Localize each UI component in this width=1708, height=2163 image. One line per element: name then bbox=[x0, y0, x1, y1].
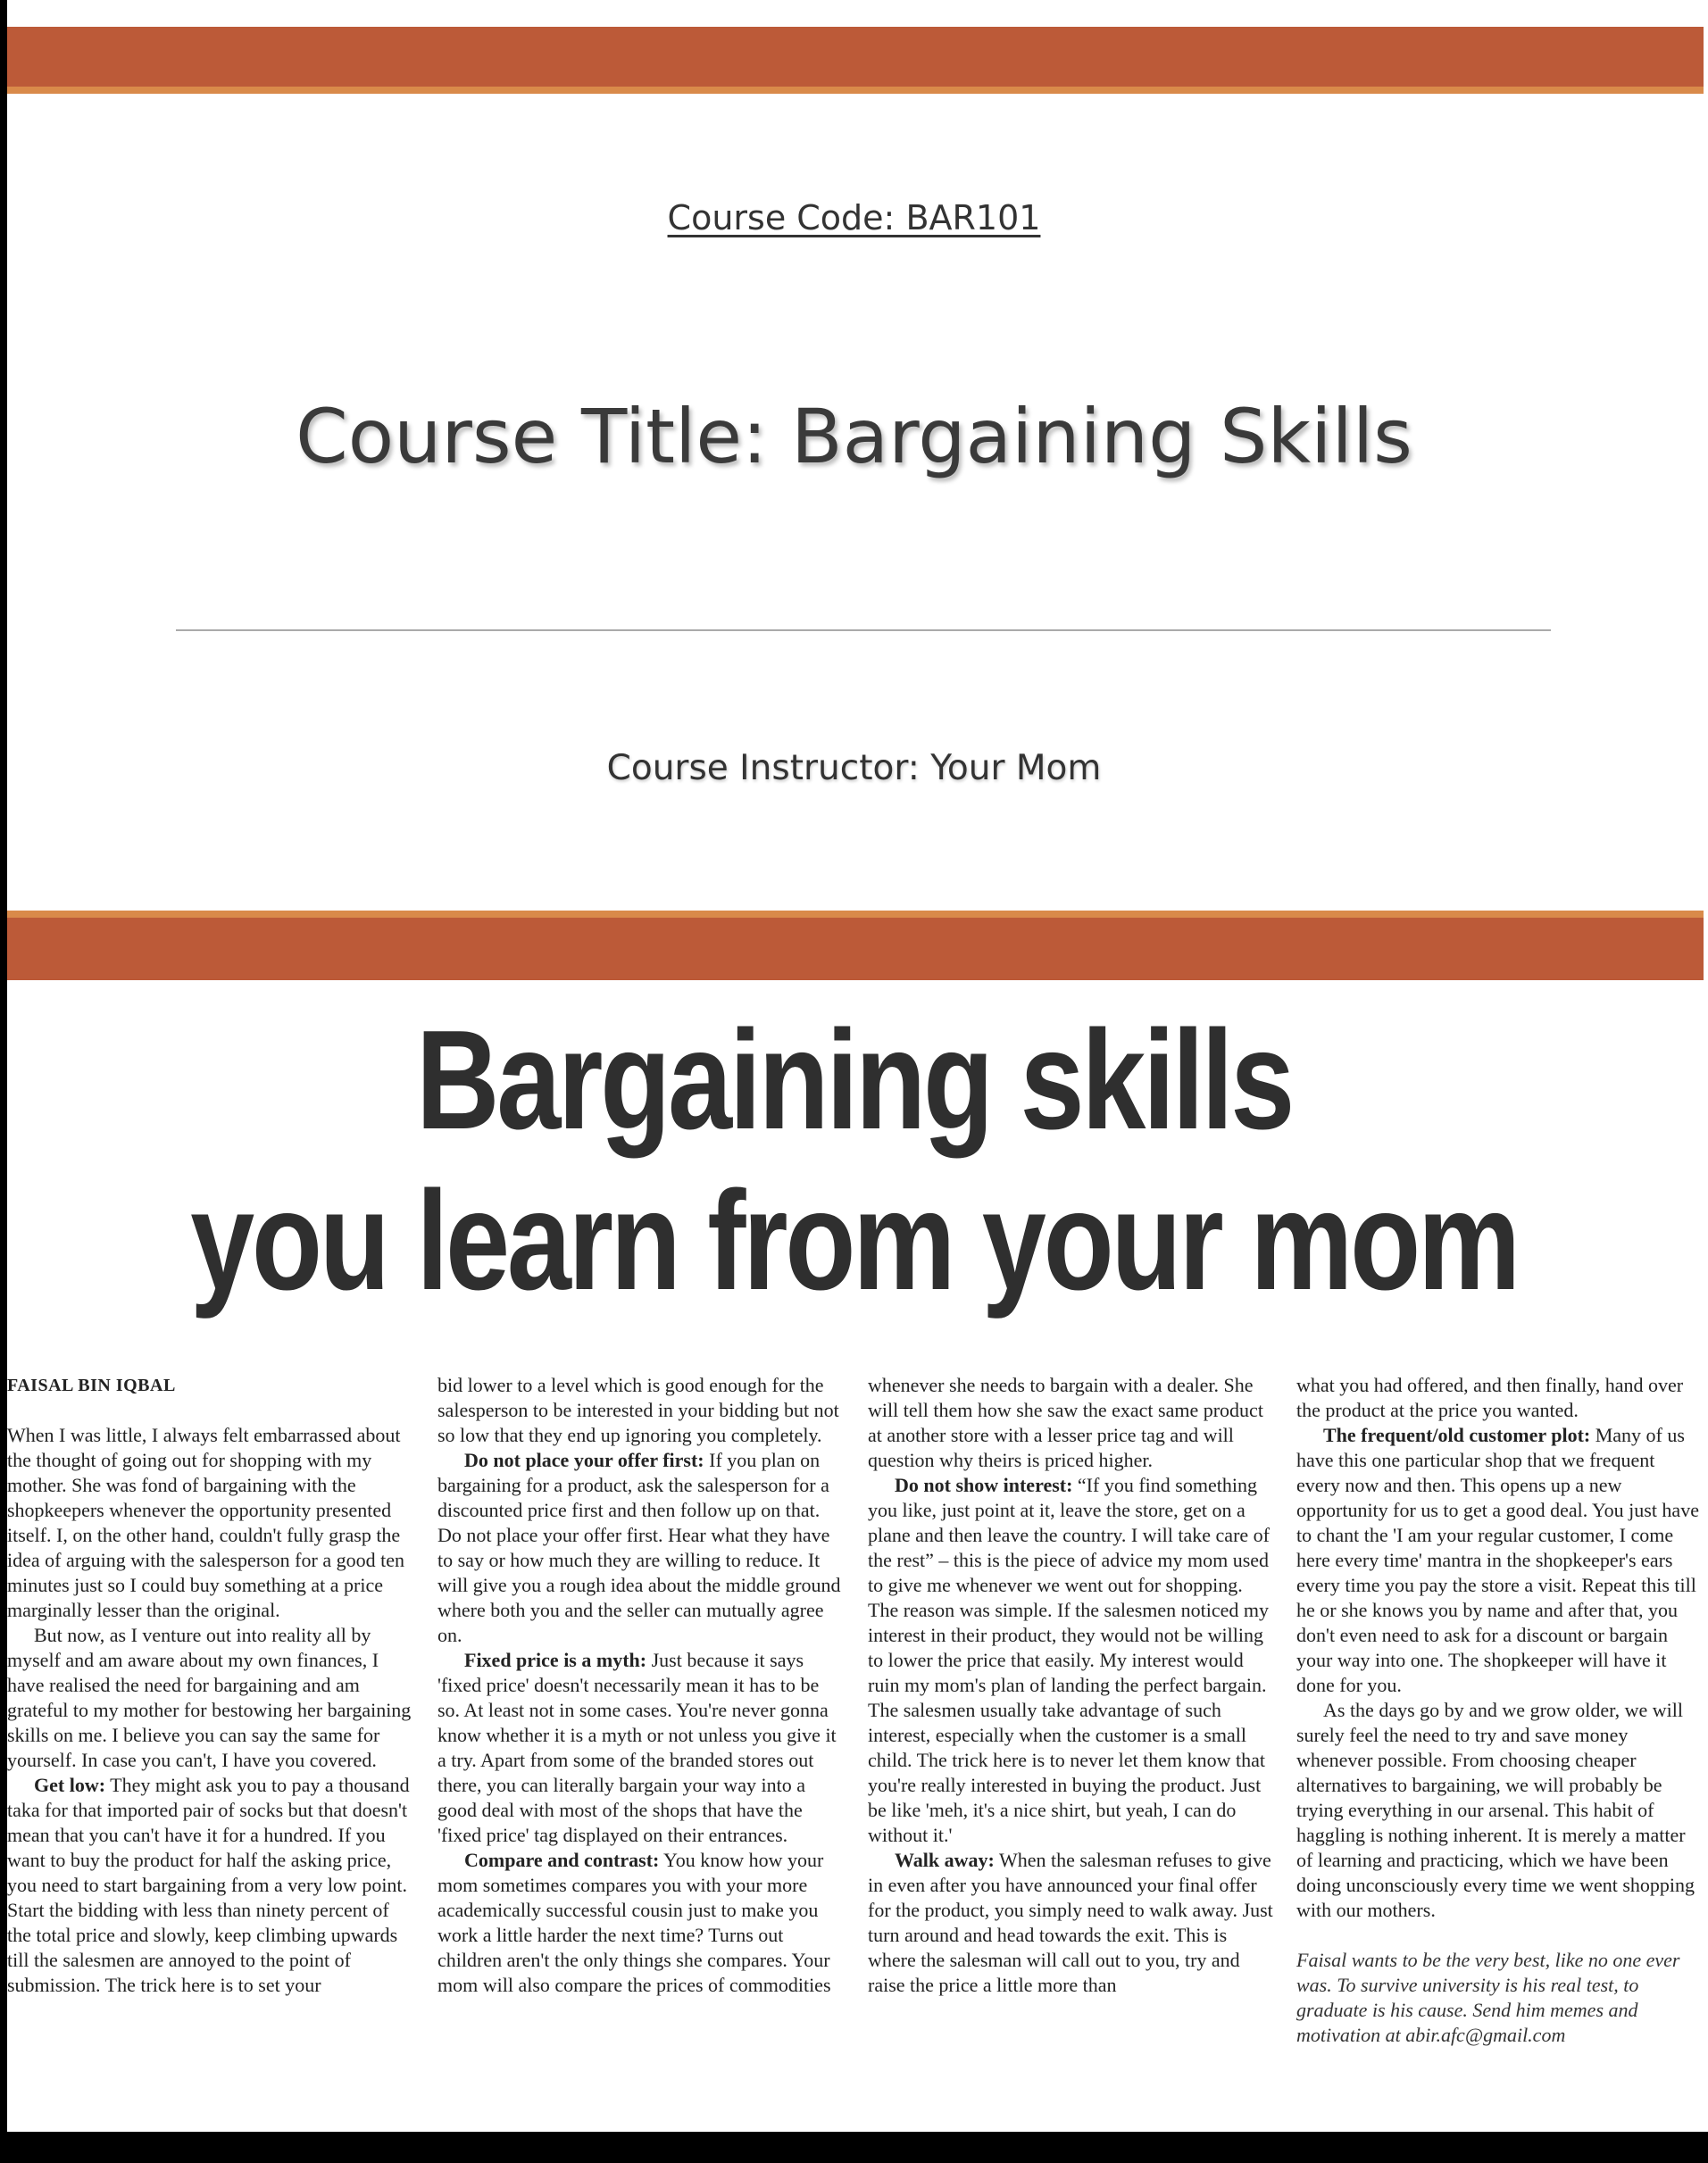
article-body bbox=[7, 1373, 1704, 2127]
paragraph: As the days go by and we grow older, we will surely feel the need to try and save money whenever possible. From choosing cheaper alternatives to bargaining, we will probably be trying everything in our arsenal. This habit of haggling is nothing inherent. It is merely a matter of learning and practicing, which we have been doing unconsciously every time we went shopping with our mothers. bbox=[1296, 1699, 1696, 1921]
article-column-2 bbox=[437, 1373, 844, 2127]
divider bbox=[176, 629, 1551, 631]
tip-body: Many of us have this one particular shop that we frequent every now and then. This opens up a new opportunity for us to get a good deal. You just have to chant the 'I am your regular customer, I come here every time' mantra in the shopkeeper's ears every time you pay the store a visit. Repeat this till he or she knows you by name and after that, you don't even need to ask for a discount or bargain your way into one. The shopkeeper will have it done for you. bbox=[1296, 1424, 1699, 1696]
author-note: Faisal wants to be the very best, like no one ever was. To survive university is his real test, to graduate is his cause. Send him memes and motivation at abir.afc@gmail.com bbox=[1296, 1949, 1680, 2046]
tip-body: Just because it says 'fixed price' doesn't necessarily mean it has to be so. At least not in some cases. You're never gonna know whether it is a myth or not unless you give it a try. Apart from some of the branded stores out there, you can literally bargain your way into a good deal with most of the shops that have the 'fixed price' tag displayed on their entrances. bbox=[437, 1649, 837, 1846]
headline-line-1: Bargaining skills bbox=[415, 1002, 1293, 1159]
bottom-border bbox=[0, 2132, 1708, 2163]
headline-line-2: you learn from your mom bbox=[190, 1162, 1518, 1319]
paragraph: But now, as I venture out into reality all by myself and am aware about my own finances, I have realised the need for bargaining and am grateful to my mother for bestowing her bargaining skills on me. I believe you can say the same for yourself. In case you can't, I have you covered. bbox=[7, 1624, 412, 1771]
tip-heading: Fixed price is a myth: bbox=[464, 1649, 647, 1671]
paragraph bbox=[437, 1848, 844, 1998]
top-accent-band bbox=[7, 27, 1704, 94]
byline: FAISAL BIN IQBAL bbox=[7, 1376, 176, 1395]
article-column-4 bbox=[1296, 1373, 1703, 2127]
left-border bbox=[0, 0, 7, 2163]
paragraph bbox=[868, 1848, 1274, 1998]
tip-heading: The frequent/old customer plot: bbox=[1323, 1424, 1591, 1446]
paragraph: When I was little, I always felt embarrassed about the thought of going out for shopping with my mother. She was fond of bargaining with the shopkeepers whenever the opportunity presented itself. I, on the other hand, couldn't fully grasp the idea of arguing with the salesperson for a good ten minutes just so I could buy something at a price marginally lesser than the original. bbox=[7, 1424, 404, 1621]
tip-heading: Do not show interest: bbox=[895, 1474, 1073, 1496]
paragraph: whenever she needs to bargain with a dealer. She will tell them how she saw the exact same product at another store with a lesser price tag and will question why theirs is priced higher. bbox=[868, 1374, 1263, 1471]
tip-body: They might ask you to pay a thousand taka for that imported pair of socks but that doesn't mean that you can't have it for a hundred. If you want to buy the product for half the asking price, you need to start bargaining from a very low point. Start the bidding with less than ninety percent of the total price and slowly, keep climbing upwards till the salesmen are annoyed to the point of submission. The trick here is to set your bbox=[7, 1774, 410, 1996]
middle-accent-band bbox=[7, 911, 1704, 980]
paragraph bbox=[437, 1448, 844, 1648]
tip-heading: Walk away: bbox=[895, 1849, 995, 1871]
course-instructor: Course Instructor: Your Mom bbox=[606, 748, 1102, 788]
band-edge bbox=[7, 87, 1704, 94]
tip-body: When the salesman refuses to give in even after you have announced your final offer for the product, you simply need to walk away. Just turn around and head towards the exit. This is where the salesman will call out to you, try and raise the price a little more than bbox=[868, 1849, 1273, 1996]
tip-heading: Do not place your offer first: bbox=[464, 1449, 704, 1471]
paragraph bbox=[1296, 1423, 1703, 1698]
tip-body: If you plan on bargaining for a product, ask the salesperson for a discounted price first and then follow up on that. Do not place your offer first. Hear what they have to say or how much they are willing to reduce. It will give you a rough idea about the middle ground where both you and the seller can mutually agree on. bbox=[437, 1449, 841, 1646]
tip-body: You know how your mom sometimes compares you with your more academically successful cousin just to make you work a little harder the next time? Turns out children aren't the only things she compares. Your mom will also compare the prices of commodities bbox=[437, 1849, 831, 1996]
paragraph: what you had offered, and then finally, hand over the product at the price you wanted. bbox=[1296, 1374, 1684, 1421]
paragraph bbox=[7, 1773, 413, 1998]
course-title: Course Title: Bargaining Skills bbox=[296, 393, 1412, 480]
tip-heading: Get low: bbox=[34, 1774, 106, 1796]
article-column-1 bbox=[7, 1373, 413, 2127]
paragraph: bid lower to a level which is good enough for the salesperson to be interested in your bidding but not so low that they end up ignoring you completely. bbox=[437, 1374, 839, 1446]
paragraph bbox=[437, 1648, 844, 1848]
tip-body: “If you find something you like, just point at it, leave the store, get on a plane and then leave the country. I will take care of the rest” – this is the piece of advice my mom used to give me whenever we went out for shopping. The reason was simple. If the salesmen noticed my interest in their product, they would not be willing to lower the price that easily. My interest would ruin my mom's plan of landing the perfect bargain. The salesmen usually take advantage of such interest, especially when the customer is a small child. The trick here is to never let them know that you're really interested in buying the product. Just be like 'meh, it's a nice shirt, but yeah, I can do without it.' bbox=[868, 1474, 1270, 1846]
band-edge bbox=[7, 911, 1704, 918]
course-code: Course Code: BAR101 bbox=[667, 198, 1041, 237]
paragraph bbox=[868, 1473, 1274, 1848]
tip-heading: Compare and contrast: bbox=[464, 1849, 660, 1871]
article-column-3 bbox=[868, 1373, 1274, 2127]
